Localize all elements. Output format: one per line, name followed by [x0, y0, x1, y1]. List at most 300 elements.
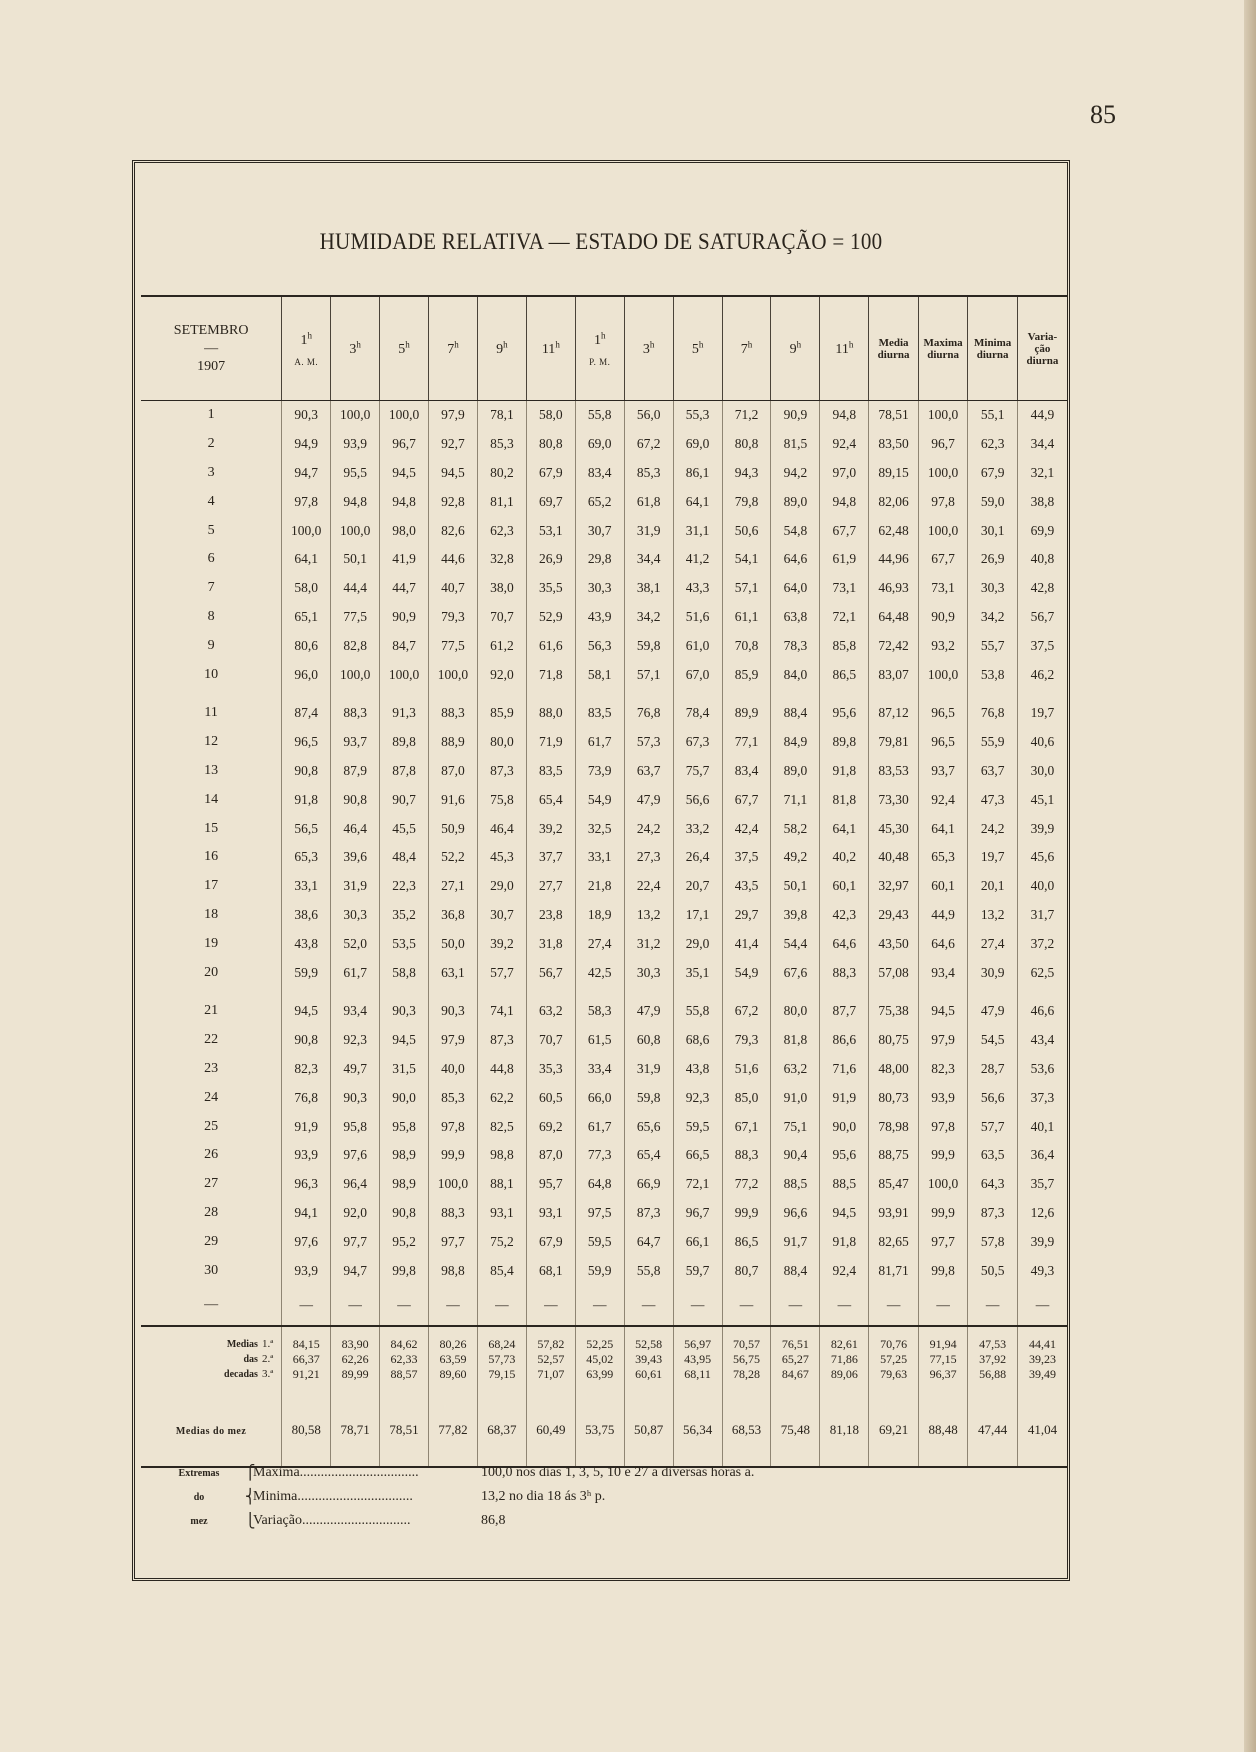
day-number: 4 — [207, 493, 215, 509]
table-cell: 98,9 — [380, 1141, 429, 1170]
table-cell: 96,4 — [331, 1170, 380, 1199]
table-cell: 95,2 — [380, 1227, 429, 1256]
decade-number: 3.ª — [261, 1368, 274, 1381]
table-cell: 46,4 — [477, 814, 526, 843]
table-cell: 90,0 — [820, 1112, 869, 1141]
table-cell: 77,5 — [429, 631, 478, 660]
decade-cell: 65,27 — [771, 1352, 820, 1367]
table-cell: 90,3 — [331, 1083, 380, 1112]
hour-suffix: h — [405, 339, 410, 350]
table-cell: 87,12 — [869, 689, 919, 728]
dash-cell: — — [141, 1285, 282, 1326]
table-cell: 47,9 — [624, 785, 673, 814]
table-cell: 67,2 — [624, 430, 673, 459]
month-means-cell: 80,58 — [282, 1394, 331, 1467]
table-cell: 61,8 — [624, 487, 673, 516]
hour-suffix: h — [307, 330, 312, 341]
table-cell: 100,0 — [429, 1170, 478, 1199]
table-cell: 40,6 — [1017, 728, 1067, 757]
table-cell: 95,6 — [820, 1141, 869, 1170]
table-cell: 54,4 — [771, 929, 820, 958]
table-cell: 100,0 — [380, 401, 429, 430]
table-cell: 90,3 — [380, 987, 429, 1026]
table-cell: 94,5 — [429, 459, 478, 488]
table-cell: 69,7 — [526, 487, 575, 516]
table-cell: 85,9 — [722, 660, 771, 689]
month-means-cell: 60,49 — [526, 1394, 575, 1467]
table-cell: 64,48 — [869, 603, 919, 632]
table-cell: 49,7 — [331, 1055, 380, 1084]
stat-header-line: ção — [1034, 342, 1051, 355]
stat-header-line: Maxima — [923, 336, 963, 349]
table-row — [141, 516, 1067, 545]
table-cell: 83,5 — [526, 757, 575, 786]
table-cell: 70,7 — [526, 1026, 575, 1055]
table-cell: 59,0 — [968, 487, 1018, 516]
table-cell: 30,1 — [968, 516, 1018, 545]
hour-header — [722, 296, 771, 401]
table-cell: 94,5 — [820, 1199, 869, 1228]
table-cell: 82,6 — [429, 516, 478, 545]
stat-header-line: diurna — [1026, 354, 1059, 367]
table-cell: 56,7 — [1017, 603, 1067, 632]
day-number: 27 — [204, 1176, 219, 1192]
table-cell: 83,50 — [869, 430, 919, 459]
dash-cell: — — [771, 1285, 820, 1326]
table-cell: 92,3 — [673, 1083, 722, 1112]
table-cell: 95,8 — [331, 1112, 380, 1141]
table-cell: 30,0 — [1017, 757, 1067, 786]
table-cell: 63,2 — [771, 1055, 820, 1084]
table-cell: 99,9 — [918, 1141, 968, 1170]
table-cell: 98,8 — [477, 1141, 526, 1170]
table-cell: 39,2 — [526, 814, 575, 843]
table-cell: 43,8 — [673, 1055, 722, 1084]
table-cell: 79,81 — [869, 728, 919, 757]
table-cell: 50,5 — [968, 1256, 1018, 1285]
table-row — [141, 1170, 1067, 1199]
day-number: 21 — [204, 1003, 219, 1019]
table-cell: 100,0 — [429, 660, 478, 689]
table-cell: 79,3 — [722, 1026, 771, 1055]
table-cell: 96,7 — [673, 1199, 722, 1228]
table-cell: 57,7 — [477, 958, 526, 987]
table-cell: 73,1 — [820, 574, 869, 603]
extreme-value: 13,2 no dia 18 ás 3ʰ p. — [481, 1489, 606, 1504]
table-cell: 46,6 — [1017, 987, 1067, 1026]
table-row — [141, 814, 1067, 843]
table-cell: 50,9 — [429, 814, 478, 843]
extreme-row — [153, 1509, 1053, 1533]
table-cell: 57,1 — [722, 574, 771, 603]
table-cell: 97,8 — [918, 1112, 968, 1141]
decade-cell: 77,15 — [918, 1352, 968, 1367]
table-cell: 44,6 — [429, 545, 478, 574]
table-cell: 32,97 — [869, 872, 919, 901]
table-cell: 59,5 — [673, 1112, 722, 1141]
table-cell: 93,1 — [526, 1199, 575, 1228]
table-cell: 43,3 — [673, 574, 722, 603]
table-cell: 72,42 — [869, 631, 919, 660]
decade-cell: 56,97 — [673, 1326, 722, 1352]
table-cell: 56,6 — [673, 785, 722, 814]
table-cell: 67,6 — [771, 958, 820, 987]
table-cell: 20,7 — [673, 872, 722, 901]
table-cell: 54,9 — [575, 785, 624, 814]
table-cell: 64,7 — [624, 1227, 673, 1256]
table-row — [141, 487, 1067, 516]
table-cell: 71,2 — [722, 401, 771, 430]
table-cell: 100,0 — [331, 660, 380, 689]
hour-header — [477, 296, 526, 401]
decade-label-word: das — [243, 1353, 258, 1365]
table-cell: 56,5 — [282, 814, 331, 843]
dash-cell: — — [429, 1285, 478, 1326]
table-cell: 13,2 — [968, 901, 1018, 930]
decade-cell: 63,99 — [575, 1367, 624, 1394]
table-cell: 19,7 — [968, 843, 1018, 872]
table-cell: 85,8 — [820, 631, 869, 660]
table-cell: 85,4 — [477, 1256, 526, 1285]
table-cell: 33,1 — [282, 872, 331, 901]
table-cell: 86,6 — [820, 1026, 869, 1055]
table-cell: 64,3 — [968, 1170, 1018, 1199]
table-cell: 67,7 — [820, 516, 869, 545]
dash-cell: — — [477, 1285, 526, 1326]
day-number: 8 — [207, 608, 215, 624]
month-means-cell: 47,44 — [968, 1394, 1018, 1467]
table-cell: 90,8 — [380, 1199, 429, 1228]
table-cell: 100,0 — [918, 401, 968, 430]
table-cell: 61,6 — [526, 631, 575, 660]
dash-cell: — — [1017, 1285, 1067, 1326]
table-cell: 90,9 — [380, 603, 429, 632]
table-cell: 64,1 — [820, 814, 869, 843]
table-cell: 59,9 — [282, 958, 331, 987]
table-cell: 61,7 — [575, 728, 624, 757]
table-cell: 100,0 — [282, 516, 331, 545]
table-cell: 34,2 — [624, 603, 673, 632]
table-cell: 58,1 — [575, 660, 624, 689]
table-cell: 78,4 — [673, 689, 722, 728]
table-cell: 22,3 — [380, 872, 429, 901]
table-cell: 50,1 — [771, 872, 820, 901]
table-cell: 64,6 — [820, 929, 869, 958]
table-cell: 58,0 — [526, 401, 575, 430]
table-cell: 97,0 — [820, 459, 869, 488]
table-cell: 74,1 — [477, 987, 526, 1026]
table-cell: 43,8 — [282, 929, 331, 958]
decade-cell: 82,61 — [820, 1326, 869, 1352]
day-number: 30 — [204, 1262, 219, 1278]
extremes-label: mez — [190, 1515, 208, 1527]
table-cell: 77,5 — [331, 603, 380, 632]
table-cell: 90,3 — [282, 401, 331, 430]
table-cell: 36,4 — [1017, 1141, 1067, 1170]
day-number: 14 — [204, 791, 219, 807]
table-cell: 43,9 — [575, 603, 624, 632]
table-cell: 87,0 — [526, 1141, 575, 1170]
month-means-label-text: Medias do mez — [175, 1425, 247, 1437]
table-cell: 69,0 — [575, 430, 624, 459]
table-cell: 37,7 — [526, 843, 575, 872]
day-number: 3 — [207, 464, 215, 480]
hour-number: 9 — [496, 341, 504, 357]
hour-number: 7 — [447, 341, 455, 357]
dash-cell: — — [820, 1285, 869, 1326]
decade-cell: 45,02 — [575, 1352, 624, 1367]
decade-cell: 79,15 — [477, 1367, 526, 1394]
table-cell: 97,7 — [429, 1227, 478, 1256]
table-cell: 90,3 — [429, 987, 478, 1026]
table-cell: 69,9 — [1017, 516, 1067, 545]
table-cell: 58,2 — [771, 814, 820, 843]
table-cell: 79,3 — [429, 603, 478, 632]
table-cell: 95,5 — [331, 459, 380, 488]
table-cell: 86,5 — [820, 660, 869, 689]
table-cell: 66,9 — [624, 1170, 673, 1199]
table-cell: 97,7 — [331, 1227, 380, 1256]
hour-header — [282, 296, 331, 401]
month-means-cell: 53,75 — [575, 1394, 624, 1467]
table-cell: 87,3 — [968, 1199, 1018, 1228]
table-cell: 100,0 — [918, 660, 968, 689]
decade-number: 2.ª — [261, 1353, 274, 1366]
decade-cell: 68,11 — [673, 1367, 722, 1394]
table-cell: 97,9 — [429, 1026, 478, 1055]
table-cell: 30,3 — [331, 901, 380, 930]
table-cell: 66,0 — [575, 1083, 624, 1112]
table-cell: 97,6 — [331, 1141, 380, 1170]
table-cell: 63,8 — [771, 603, 820, 632]
dash-cell: — — [331, 1285, 380, 1326]
table-cell: 64,0 — [771, 574, 820, 603]
decade-cell: 52,58 — [624, 1326, 673, 1352]
table-cell: 59,5 — [575, 1227, 624, 1256]
table-cell: 42,3 — [820, 901, 869, 930]
table-cell: 34,4 — [624, 545, 673, 574]
table-cell: 93,9 — [282, 1141, 331, 1170]
table-cell: 51,6 — [673, 603, 722, 632]
table-cell: 83,07 — [869, 660, 919, 689]
table-row — [141, 603, 1067, 632]
day-number: 28 — [204, 1204, 219, 1220]
day-number: 9 — [207, 637, 215, 653]
extreme-value: 100,0 nos dias 1, 3, 5, 10 e 27 a diversas horas a. — [481, 1465, 755, 1480]
decade-label — [141, 1367, 282, 1394]
day-number: 19 — [204, 935, 219, 951]
table-cell: 39,2 — [477, 929, 526, 958]
table-cell: 12,6 — [1017, 1199, 1067, 1228]
table-cell: 94,7 — [331, 1256, 380, 1285]
day-number: 2 — [207, 436, 215, 452]
table-cell: 80,8 — [526, 430, 575, 459]
stat-header-line: diurna — [927, 348, 959, 361]
table-cell: 29,7 — [722, 901, 771, 930]
table-cell: 41,2 — [673, 545, 722, 574]
table-row — [141, 631, 1067, 660]
table-cell: 83,4 — [722, 757, 771, 786]
decade-row — [141, 1352, 1067, 1367]
table-cell: 75,2 — [477, 1227, 526, 1256]
table-cell: 56,3 — [575, 631, 624, 660]
table-cell: 80,73 — [869, 1083, 919, 1112]
table-row — [141, 929, 1067, 958]
table-cell: 31,1 — [673, 516, 722, 545]
table-cell: 46,4 — [331, 814, 380, 843]
table-cell: 62,3 — [477, 516, 526, 545]
table-cell: 72,1 — [820, 603, 869, 632]
table-cell: 58,8 — [380, 958, 429, 987]
table-cell: 87,3 — [624, 1199, 673, 1228]
table-cell: 100,0 — [918, 459, 968, 488]
table-cell: 96,7 — [918, 430, 968, 459]
table-cell: 81,71 — [869, 1256, 919, 1285]
table-cell: 90,8 — [282, 757, 331, 786]
table-cell: 39,6 — [331, 843, 380, 872]
table-cell: 65,4 — [624, 1141, 673, 1170]
hour-label — [349, 339, 361, 357]
table-cell: 55,1 — [968, 401, 1018, 430]
table-cell: 99,9 — [918, 1199, 968, 1228]
table-cell: 38,8 — [1017, 487, 1067, 516]
table-cell: 30,3 — [624, 958, 673, 987]
dash-cell: — — [624, 1285, 673, 1326]
hour-header — [380, 296, 429, 401]
table-cell: 99,8 — [918, 1256, 968, 1285]
table-cell: 45,3 — [477, 843, 526, 872]
dash-cell: — — [575, 1285, 624, 1326]
table-cell: 85,3 — [477, 430, 526, 459]
table-cell: 54,5 — [968, 1026, 1018, 1055]
month-means-cell: 68,37 — [477, 1394, 526, 1467]
table-cell: 94,7 — [282, 459, 331, 488]
table-cell: 90,8 — [282, 1026, 331, 1055]
table-cell: 47,3 — [968, 785, 1018, 814]
table-cell: 92,4 — [820, 430, 869, 459]
table-cell: 89,8 — [380, 728, 429, 757]
month-means-cell: 78,51 — [380, 1394, 429, 1467]
table-cell: 88,4 — [771, 689, 820, 728]
table-cell: 67,7 — [722, 785, 771, 814]
table-cell: 59,8 — [624, 1083, 673, 1112]
day-number: 5 — [207, 522, 215, 538]
table-cell: 54,1 — [722, 545, 771, 574]
table-cell: 33,2 — [673, 814, 722, 843]
table-cell: 50,1 — [331, 545, 380, 574]
table-cell: 35,2 — [380, 901, 429, 930]
table-cell: 44,96 — [869, 545, 919, 574]
table-cell: 75,1 — [771, 1112, 820, 1141]
table-cell: 58,3 — [575, 987, 624, 1026]
table-row — [141, 785, 1067, 814]
table-cell: 66,1 — [673, 1227, 722, 1256]
table-cell: 48,4 — [380, 843, 429, 872]
month-means-cell: 75,48 — [771, 1394, 820, 1467]
table-cell: 51,6 — [722, 1055, 771, 1084]
table-cell: 45,5 — [380, 814, 429, 843]
table-cell: 42,8 — [1017, 574, 1067, 603]
table-cell: 56,6 — [968, 1083, 1018, 1112]
table-cell: 56,7 — [526, 958, 575, 987]
decade-cell: 71,86 — [820, 1352, 869, 1367]
table-cell: 91,9 — [820, 1083, 869, 1112]
table-cell: 61,7 — [575, 1112, 624, 1141]
am-pm-note: P. M. — [589, 356, 611, 367]
decade-cell: 71,07 — [526, 1367, 575, 1394]
table-row — [141, 689, 1067, 728]
table-cell: 41,4 — [722, 929, 771, 958]
table-cell: 47,9 — [624, 987, 673, 1026]
table-cell: 65,6 — [624, 1112, 673, 1141]
table-cell: 88,3 — [820, 958, 869, 987]
table-cell: 71,6 — [820, 1055, 869, 1084]
table-row — [141, 843, 1067, 872]
decade-cell: 43,95 — [673, 1352, 722, 1367]
decade-cell: 91,94 — [918, 1326, 968, 1352]
brace-glyph: ⎨ — [245, 1489, 256, 1505]
table-cell: 94,1 — [282, 1199, 331, 1228]
table-cell: 67,3 — [673, 728, 722, 757]
dash-cell: — — [722, 1285, 771, 1326]
table-cell: 88,75 — [869, 1141, 919, 1170]
decade-cell: 39,23 — [1017, 1352, 1067, 1367]
table-cell: 96,3 — [282, 1170, 331, 1199]
table-cell: 97,8 — [429, 1112, 478, 1141]
table-cell: 97,9 — [918, 1026, 968, 1055]
table-cell: 84,9 — [771, 728, 820, 757]
table-cell: 90,8 — [331, 785, 380, 814]
decade-cell: 57,73 — [477, 1352, 526, 1367]
table-cell: 44,9 — [1017, 401, 1067, 430]
table-cell: 84,0 — [771, 660, 820, 689]
extreme-row — [153, 1461, 1053, 1485]
hour-number: 11 — [835, 341, 849, 357]
table-row — [141, 1083, 1067, 1112]
hour-suffix: h — [747, 339, 753, 350]
table-cell: 22,4 — [624, 872, 673, 901]
table-cell: 26,4 — [673, 843, 722, 872]
table-cell: 60,8 — [624, 1026, 673, 1055]
table-row — [141, 1112, 1067, 1141]
decade-cell: 39,49 — [1017, 1367, 1067, 1394]
table-cell: 58,0 — [282, 574, 331, 603]
decade-cell: 88,57 — [380, 1367, 429, 1394]
hour-suffix: h — [454, 339, 459, 350]
table-cell: 43,50 — [869, 929, 919, 958]
dash-cell: — — [380, 1285, 429, 1326]
table-cell: 64,1 — [918, 814, 968, 843]
table-cell: 87,3 — [477, 1026, 526, 1055]
hour-label — [447, 339, 459, 357]
table-cell: 81,1 — [477, 487, 526, 516]
table-cell: 29,0 — [673, 929, 722, 958]
table-cell: 70,7 — [477, 603, 526, 632]
table-cell: 34,4 — [1017, 430, 1067, 459]
table-cell: 87,4 — [282, 689, 331, 728]
table-title: HUMIDADE RELATIVA — ESTADO DE SATURAÇÃO = 100 — [319, 227, 883, 254]
month-means-cell: 69,21 — [869, 1394, 919, 1467]
decade-cell: 60,61 — [624, 1367, 673, 1394]
table-cell: 61,0 — [673, 631, 722, 660]
table-cell: 82,3 — [282, 1055, 331, 1084]
table-cell: 80,0 — [771, 987, 820, 1026]
table-cell: 65,4 — [526, 785, 575, 814]
table-cell: 50,6 — [722, 516, 771, 545]
table-cell: 82,5 — [477, 1112, 526, 1141]
table-cell: 45,30 — [869, 814, 919, 843]
table-cell: 76,8 — [624, 689, 673, 728]
